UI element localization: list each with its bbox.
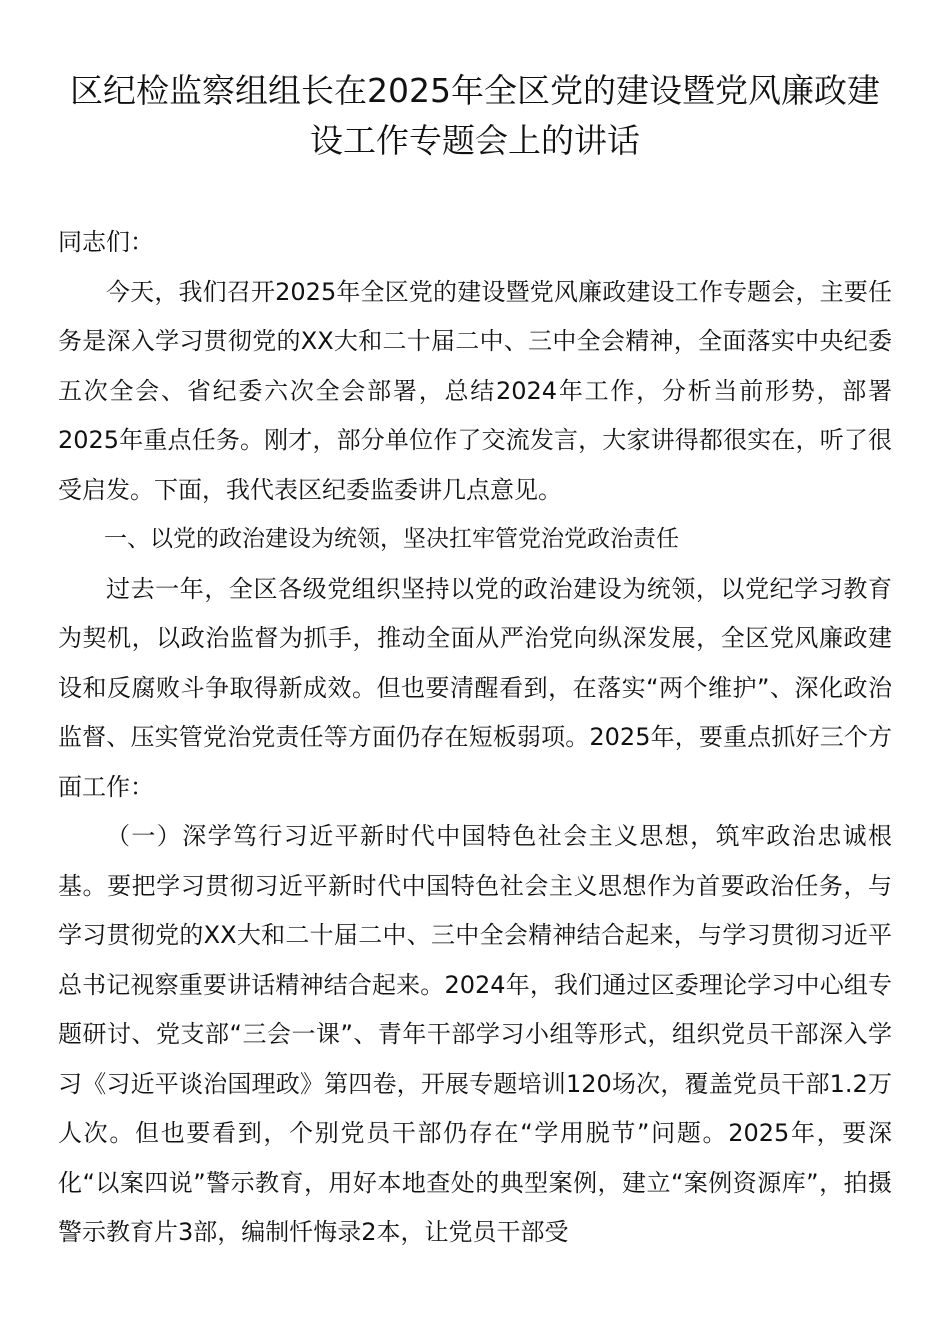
paragraph-subsection-1: （一）深学笃行习近平新时代中国特色社会主义思想，筑牢政治忠诚根基。要把学习贯彻习近平新时代中国特色社会主义思想作为首要政治任务，与学习贯彻党的XX大和二十届二中、三中全会精神结合起来，与学习贯彻习近平总书记视察重要讲话精神结合起来。2024年，我们通过区委理论学习中心组专题研讨、党支部“三会一课”、青年干部学习小组等形式，组织党员干部深入学习《习近平谈治国理政》第四卷，开展专题培训120场次，覆盖党员干部1.2万人次。但也要看到，个别党员干部仍存在“学用脱节”问题。2025年，要深化“以案四说”警示教育，用好本地查处的典型案例，建立“案例资源库”，拍摄警示教育片3部，编制忏悔录2本，让党员干部受	[58, 822, 892, 1246]
document-body	[58, 218, 892, 1258]
section-heading-1: 一、以党的政治建设为统领，坚决扛牢管党治党政治责任	[104, 526, 679, 552]
salutation: 同志们：	[58, 228, 154, 256]
paragraph-review: 过去一年，全区各级党组织坚持以党的政治建设为统领，以党纪学习教育为契机，以政治监督为抓手，推动全面从严治党向纵深发展，全区党风廉政建设和反腐败斗争取得新成效。但也要清醒看到，在落实“两个维护”、深化政治监督、压实管党治党责任等方面仍存在短板弱项。2025年，要重点抓好三个方面工作：	[58, 574, 892, 801]
document-title: 区纪检监察组组长在2025年全区党的建设暨党风廉政建设工作专题会上的讲话	[70, 71, 880, 160]
paragraph-intro: 今天，我们召开2025年全区党的建设暨党风廉政建设工作专题会，主要任务是深入学习贯彻党的XX大和二十届二中、三中全会精神，全面落实中央纪委五次全会、省纪委六次全会部署，总结2024年工作，分析当前形势，部署2025年重点任务。刚才，部分单位作了交流发言，大家讲得都很实在，听了很受启发。下面，我代表区纪委监委讲几点意见。	[58, 277, 892, 504]
